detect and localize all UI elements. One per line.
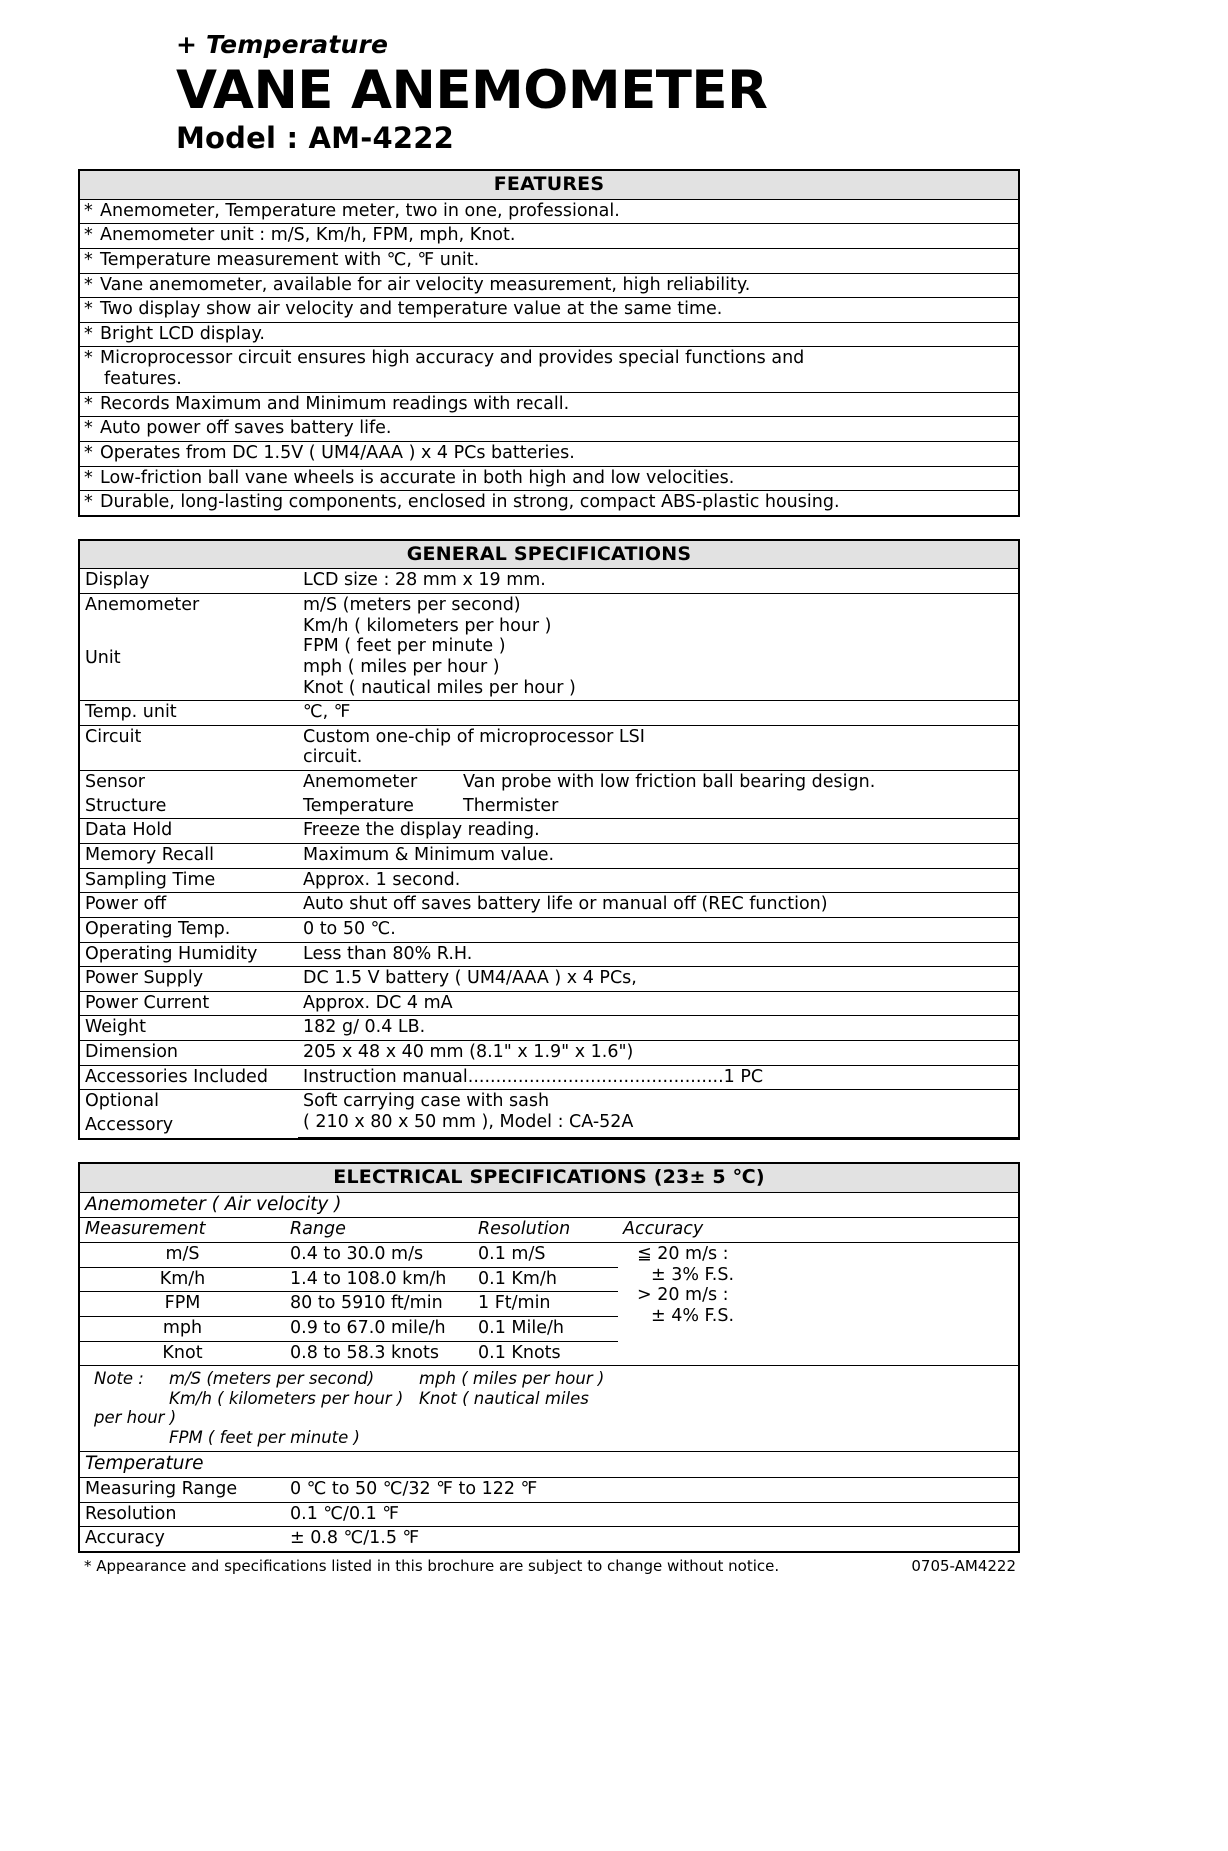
bullet-star-icon: * <box>84 393 93 414</box>
accuracy-cell <box>618 1243 1018 1366</box>
feature-item <box>80 298 1018 323</box>
feature-item <box>80 466 1018 491</box>
feature-text: Auto power off saves battery life. <box>100 418 392 439</box>
spec-label-second-line: Unit <box>80 647 298 701</box>
feature-item <box>80 392 1018 417</box>
note-text: m/S (meters per second) <box>169 1369 375 1389</box>
spec-label: Data Hold <box>80 819 298 844</box>
feature-item <box>80 491 1018 515</box>
spec-label: Circuit <box>80 725 298 770</box>
spec-value: 0 to 50 ℃. <box>298 917 1018 942</box>
spec-label: Operating Humidity <box>80 942 298 967</box>
feature-item <box>80 273 1018 298</box>
table-row <box>80 1016 1018 1041</box>
range-cell: 1.4 to 108.0 km/h <box>285 1267 473 1292</box>
sensor-structure-inner-table <box>298 795 1018 819</box>
accuracy-line: ± 3% F.S. <box>651 1264 735 1285</box>
feature-item <box>80 417 1018 442</box>
table-row <box>80 819 1018 844</box>
feature-text: Microprocessor circuit ensures high accuracy and provides special functions and <box>100 348 805 369</box>
page-title: VANE ANEMOMETER <box>176 60 768 121</box>
column-header-range: Range <box>285 1218 473 1243</box>
spec-label: Power Supply <box>80 967 298 992</box>
bullet-star-icon: * <box>84 200 93 221</box>
sensor-structure-inner-table <box>298 771 1018 795</box>
model-line: Model : AM-4222 <box>176 121 454 156</box>
page-footer <box>78 1557 1020 1575</box>
table-row <box>80 991 1018 1016</box>
bullet-star-icon: * <box>84 492 93 513</box>
spec-value-line: m/S (meters per second) <box>303 594 521 615</box>
title-superline: + Temperature <box>176 30 389 59</box>
spec-label: Temp. unit <box>80 701 298 726</box>
spec-value-line: ( 210 x 80 x 50 mm ), Model : CA-52A <box>303 1112 634 1133</box>
resolution-cell: 0.1 Mile/h <box>473 1316 618 1341</box>
temp-spec-label: Accuracy <box>80 1527 285 1551</box>
bullet-star-icon: * <box>84 274 93 295</box>
spec-label-second-line: Accessory <box>85 1115 174 1136</box>
spec-label: Operating Temp. <box>80 917 298 942</box>
general-specifications-heading: GENERAL SPECIFICATIONS <box>80 541 1018 569</box>
spec-value-line: circuit. <box>303 747 363 768</box>
table-row <box>80 771 1018 795</box>
measurement-cell: m/S <box>80 1243 285 1268</box>
title-block <box>78 0 1088 155</box>
accuracy-line: ≦ 20 m/s : <box>637 1244 729 1265</box>
range-cell: 0.4 to 30.0 m/s <box>285 1243 473 1268</box>
range-cell: 0.8 to 58.3 knots <box>285 1341 473 1366</box>
spec-label-second-line: Structure <box>80 795 298 819</box>
table-row <box>80 725 1018 770</box>
feature-text: Bright LCD display. <box>100 323 265 344</box>
measurement-cell: Knot <box>80 1341 285 1366</box>
spec-value: Less than 80% R.H. <box>298 942 1018 967</box>
spec-label: Memory Recall <box>80 844 298 869</box>
table-row <box>80 844 1018 869</box>
spec-label: Dimension <box>80 1041 298 1066</box>
sensor-desc: Van probe with low friction ball bearing design. <box>463 772 876 793</box>
resolution-cell: 0.1 Knots <box>473 1341 618 1366</box>
anemometer-subheading: Anemometer ( Air velocity ) <box>80 1192 1018 1218</box>
table-row <box>80 1243 1018 1268</box>
footer-code: 0705-AM4222 <box>911 1556 1016 1575</box>
temp-spec-label: Measuring Range <box>80 1477 285 1502</box>
feature-text-continued: features. <box>104 369 182 390</box>
spec-value-line: Custom one-chip of microprocessor LSI <box>303 726 645 747</box>
brochure-page <box>78 0 1088 1575</box>
note-text: Knot ( nautical miles per hour ) <box>94 1388 589 1428</box>
table-row <box>80 1366 1018 1452</box>
electrical-specifications-table <box>80 1164 1018 1551</box>
table-row <box>80 795 1018 819</box>
table-row <box>80 593 1018 647</box>
note-line <box>94 1428 613 1447</box>
feature-item <box>80 347 1018 392</box>
note-empty-cell <box>618 1366 1018 1452</box>
sensor-desc: Thermister <box>463 795 559 816</box>
note-text: Km/h ( kilometers per hour ) <box>169 1388 404 1408</box>
feature-item <box>80 248 1018 273</box>
note-block <box>80 1366 618 1452</box>
bullet-star-icon: * <box>84 442 93 463</box>
spec-label: Anemometer <box>80 593 298 647</box>
spec-value-line: Soft carrying case with sash <box>303 1091 550 1112</box>
spec-value: Approx. 1 second. <box>298 868 1018 893</box>
column-header-measurement: Measurement <box>80 1218 285 1243</box>
note-text: mph ( miles per hour ) <box>419 1369 605 1389</box>
bullet-star-icon: * <box>84 467 93 488</box>
feature-text: Two display show air velocity and temperature value at the same time. <box>100 299 723 320</box>
bullet-star-icon: * <box>84 418 93 439</box>
column-header-resolution: Resolution <box>473 1218 618 1243</box>
spec-label: Accessories Included <box>80 1065 298 1090</box>
spec-value <box>298 771 1018 795</box>
feature-item <box>80 322 1018 347</box>
column-header-accuracy: Accuracy <box>618 1218 1018 1243</box>
table-row <box>80 1041 1018 1066</box>
spec-label: Display <box>80 569 298 594</box>
spec-value <box>298 593 1018 700</box>
features-table <box>80 171 1018 515</box>
spec-label: Weight <box>80 1016 298 1041</box>
note-label: Note : <box>94 1369 144 1389</box>
range-cell: 80 to 5910 ft/min <box>285 1292 473 1317</box>
spec-value <box>298 795 1018 819</box>
spec-value: Freeze the display reading. <box>298 819 1018 844</box>
table-row <box>80 1502 1018 1527</box>
spec-value: Instruction manual..............................................1 PC <box>298 1065 1018 1090</box>
spec-label: Power off <box>80 893 298 918</box>
bullet-star-icon: * <box>84 225 93 246</box>
measurement-cell: FPM <box>80 1292 285 1317</box>
temperature-subheading: Temperature <box>80 1452 1018 1478</box>
spec-value-line: mph ( miles per hour ) <box>303 656 500 677</box>
table-header-row <box>80 1218 1018 1243</box>
feature-text: Anemometer unit : m/S, Km/h, FPM, mph, Knot. <box>100 225 516 246</box>
spec-value: LCD size : 28 mm x 19 mm. <box>298 569 1018 594</box>
resolution-cell: 1 Ft/min <box>473 1292 618 1317</box>
feature-text: Durable, long-lasting components, enclosed in strong, compact ABS-plastic housing. <box>100 492 840 513</box>
spec-value-line: Knot ( nautical miles per hour ) <box>303 677 576 698</box>
feature-item <box>80 199 1018 224</box>
bullet-star-icon: * <box>84 299 93 320</box>
spec-value: 182 g/ 0.4 LB. <box>298 1016 1018 1041</box>
note-line <box>94 1369 613 1388</box>
feature-item <box>80 224 1018 249</box>
accuracy-line: > 20 m/s : <box>637 1285 729 1306</box>
spec-value: ℃, ℉ <box>298 701 1018 726</box>
table-row <box>80 942 1018 967</box>
spec-value <box>298 1090 1018 1138</box>
table-row <box>80 917 1018 942</box>
general-specifications-table <box>80 541 1018 1138</box>
feature-text: Anemometer, Temperature meter, two in one, professional. <box>100 200 620 221</box>
spec-value <box>298 725 1018 770</box>
spec-value: Maximum & Minimum value. <box>298 844 1018 869</box>
table-row <box>80 967 1018 992</box>
temp-spec-value: ± 0.8 ℃/1.5 ℉ <box>285 1527 1018 1551</box>
spec-value: DC 1.5 V battery ( UM4/AAA ) x 4 PCs, <box>298 967 1018 992</box>
resolution-cell: 0.1 Km/h <box>473 1267 618 1292</box>
spec-label: Optional <box>80 1090 298 1114</box>
general-specifications-section <box>78 539 1020 1140</box>
feature-item <box>80 441 1018 466</box>
table-row <box>80 893 1018 918</box>
footer-note: * Appearance and specifications listed in this brochure are subject to change without notice. <box>84 1556 780 1575</box>
sensor-type: Anemometer <box>303 772 418 793</box>
electrical-specifications-section <box>78 1162 1020 1553</box>
accuracy-line: ± 4% F.S. <box>651 1305 735 1326</box>
table-row <box>80 1477 1018 1502</box>
feature-text: Operates from DC 1.5V ( UM4/AAA ) x 4 PCs batteries. <box>100 442 575 463</box>
features-section <box>78 169 1020 517</box>
table-row <box>80 868 1018 893</box>
note-line <box>94 1389 613 1428</box>
feature-text: Records Maximum and Minimum readings with recall. <box>100 393 570 414</box>
measurement-cell: mph <box>80 1316 285 1341</box>
table-row <box>80 1065 1018 1090</box>
temp-spec-value: 0 ℃ to 50 ℃/32 ℉ to 122 ℉ <box>285 1477 1018 1502</box>
sensor-type: Temperature <box>303 795 414 816</box>
note-text: FPM ( feet per minute ) <box>169 1427 360 1447</box>
temp-spec-label: Resolution <box>80 1502 285 1527</box>
table-row <box>80 701 1018 726</box>
measurement-cell: Km/h <box>80 1267 285 1292</box>
table-row <box>80 1090 1018 1114</box>
spec-label: Sampling Time <box>80 868 298 893</box>
feature-text: Vane anemometer, available for air velocity measurement, high reliability. <box>100 274 751 295</box>
spec-value-line: FPM ( feet per minute ) <box>303 636 506 657</box>
spec-value-line: Km/h ( kilometers per hour ) <box>303 615 552 636</box>
bullet-star-icon: * <box>84 323 93 344</box>
spec-value: Auto shut off saves battery life or manual off (REC function) <box>298 893 1018 918</box>
features-heading: FEATURES <box>80 171 1018 199</box>
spec-label: Power Current <box>80 991 298 1016</box>
electrical-specifications-heading: ELECTRICAL SPECIFICATIONS (23± 5 ℃) <box>80 1164 1018 1192</box>
temp-spec-value: 0.1 ℃/0.1 ℉ <box>285 1502 1018 1527</box>
spec-value: 205 x 48 x 40 mm (8.1" x 1.9" x 1.6") <box>298 1041 1018 1066</box>
table-row <box>80 569 1018 594</box>
spec-value: Approx. DC 4 mA <box>298 991 1018 1016</box>
resolution-cell: 0.1 m/S <box>473 1243 618 1268</box>
feature-text: Temperature measurement with ℃, ℉ unit. <box>100 249 480 270</box>
spec-label: Sensor <box>80 771 298 795</box>
bullet-star-icon: * <box>84 249 93 270</box>
feature-text: Low-friction ball vane wheels is accurate in both high and low velocities. <box>100 467 735 488</box>
table-row <box>80 1527 1018 1551</box>
bullet-star-icon: * <box>84 348 93 369</box>
range-cell: 0.9 to 67.0 mile/h <box>285 1316 473 1341</box>
